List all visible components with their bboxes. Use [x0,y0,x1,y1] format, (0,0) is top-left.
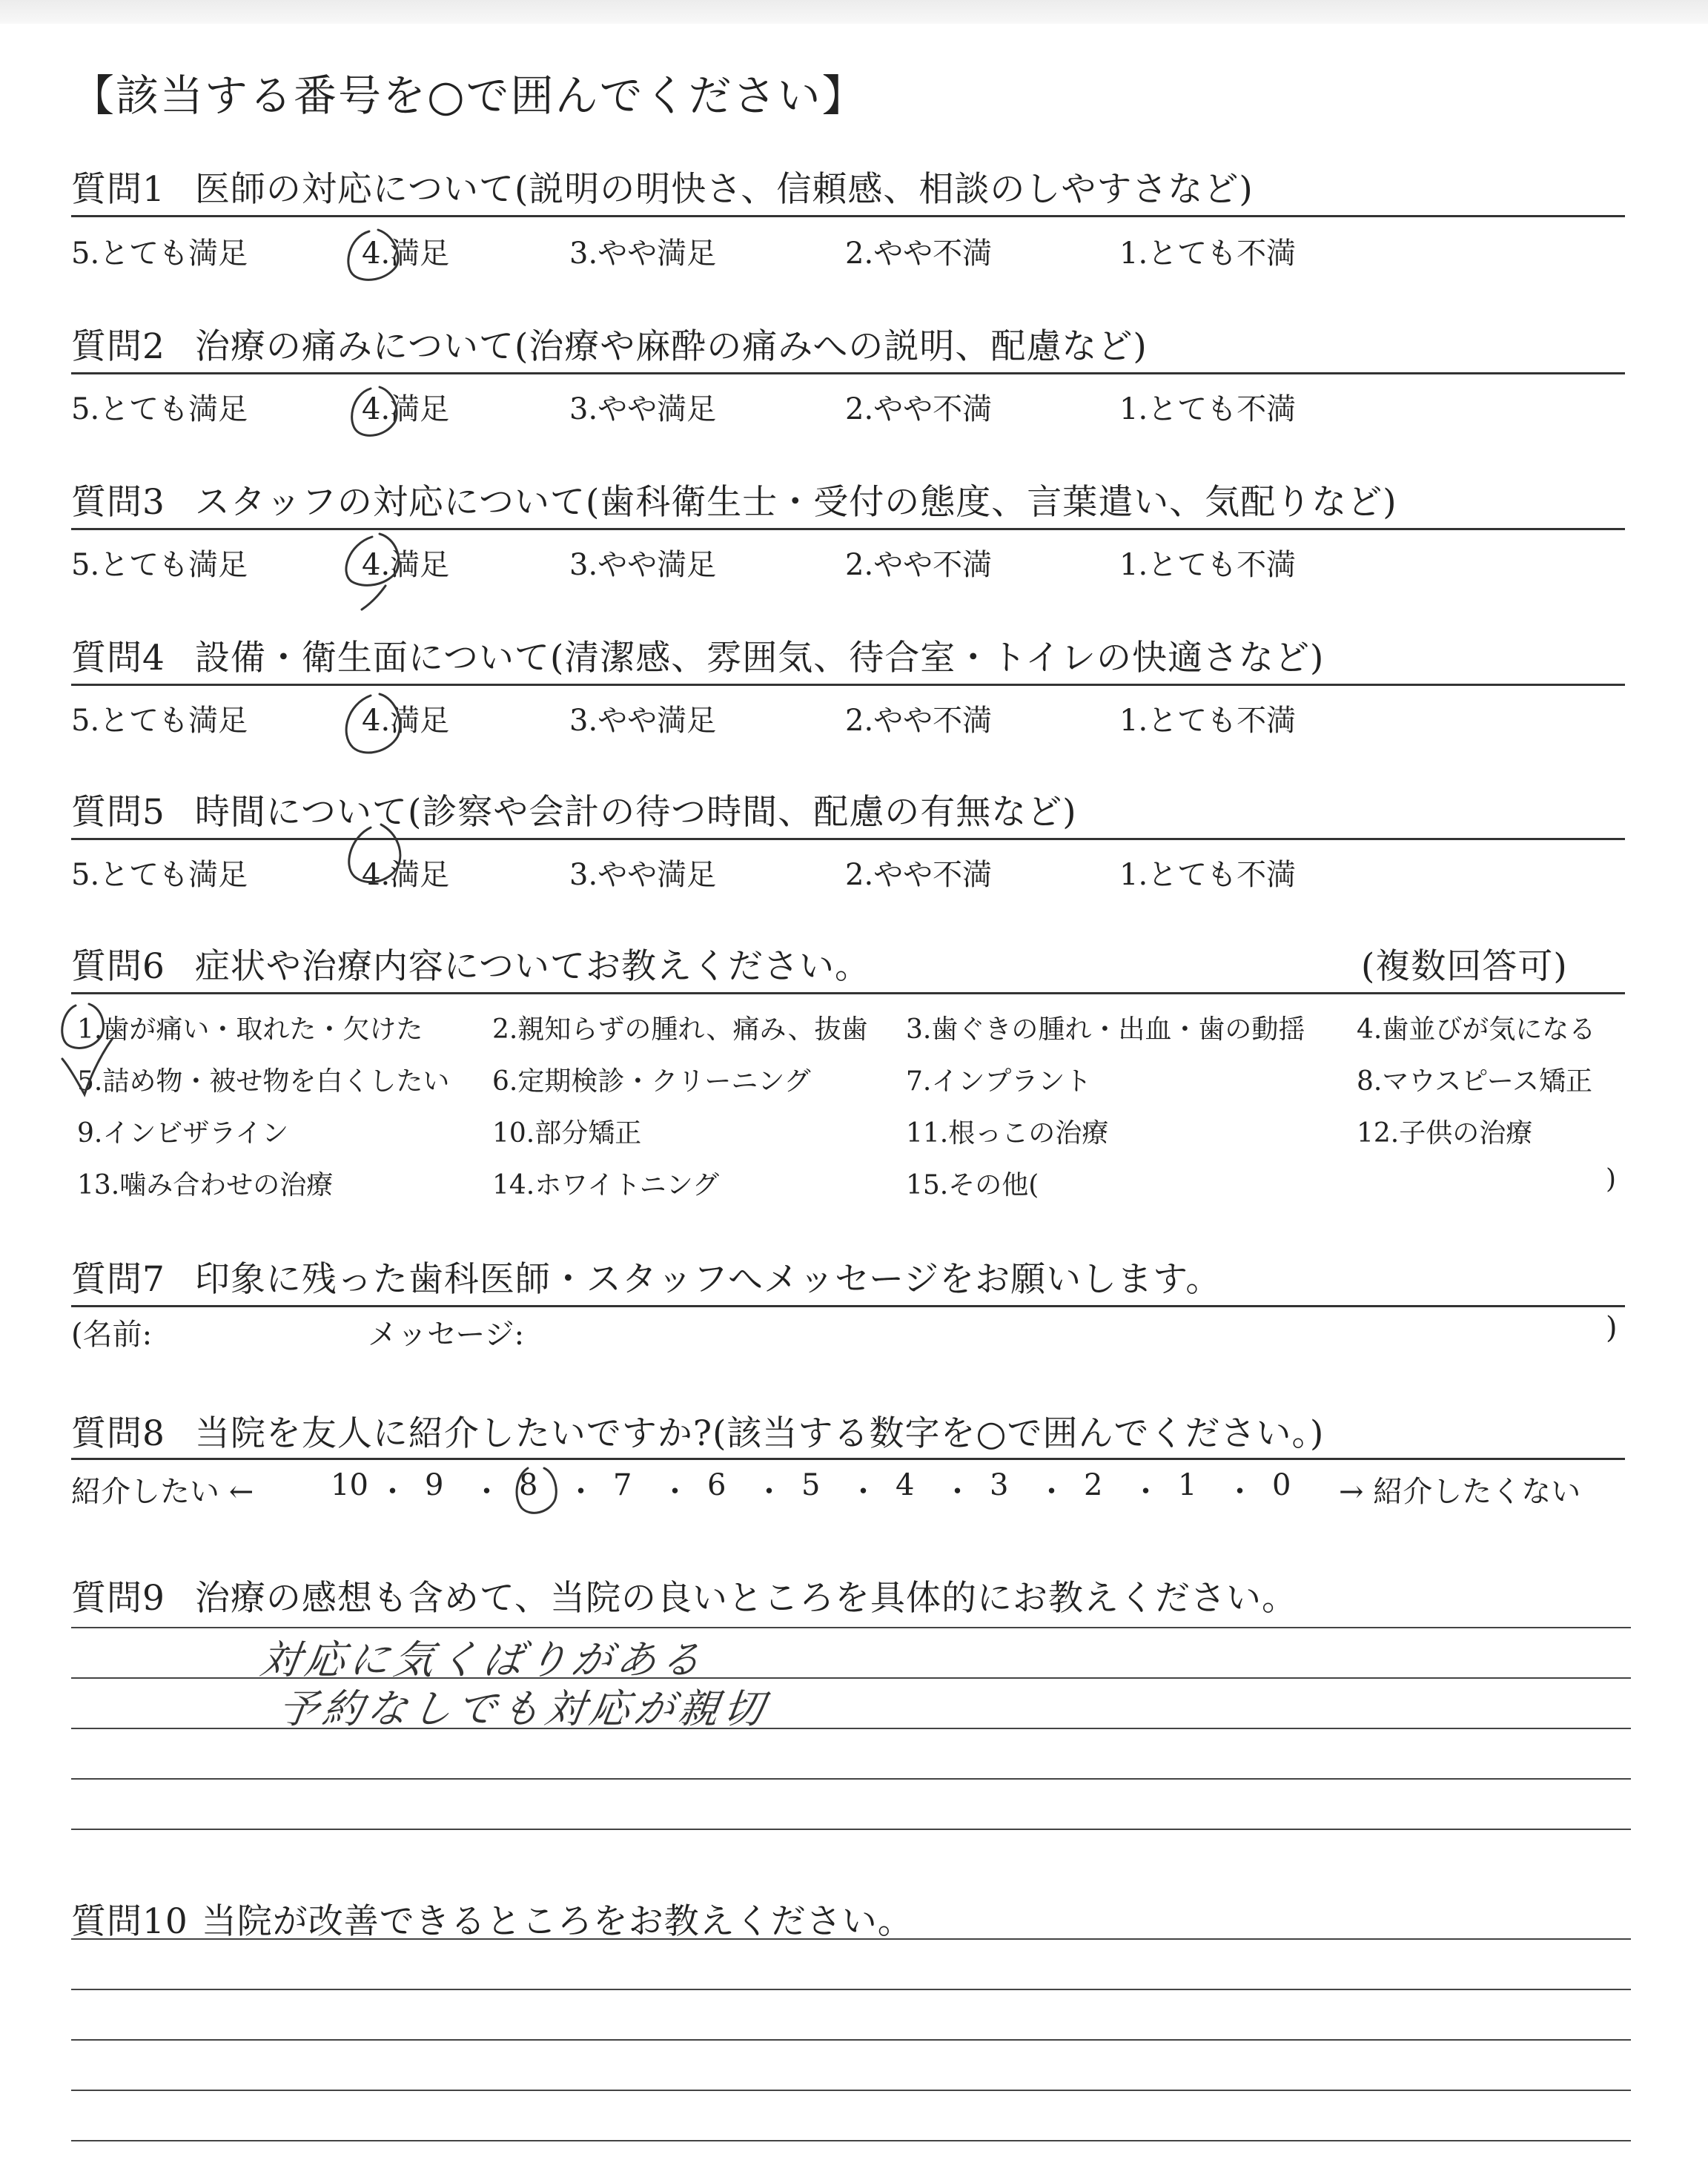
question-10-label: 質問10 [71,1901,188,1942]
question-4-rule [71,684,1625,686]
question-2-label: 質問2 [71,326,165,367]
q2-option-4[interactable]: 4.満足 [362,392,450,426]
q2-option-1[interactable]: 1.とても不満 [1119,392,1297,426]
scale-separator: ・ [848,1475,878,1509]
q6-option-1[interactable]: 1.歯が痛い・取れた・欠けた [77,1014,423,1045]
scale-value-8[interactable]: 8 [519,1468,538,1502]
q6-option-10[interactable]: 10.部分矯正 [492,1118,642,1149]
question-5 [71,785,1077,834]
question-6-note: (複数回答可) [1361,946,1568,987]
q5-option-1[interactable]: 1.とても不満 [1119,858,1297,892]
scale-separator: ・ [471,1475,502,1509]
question-10-title: 当院が改善できるところをお教えください。 [201,1901,913,1942]
question-3 [71,475,1397,524]
q3-option-2[interactable]: 2.やや不満 [845,548,993,582]
q5-option-2[interactable]: 2.やや不満 [845,858,993,892]
q10-writing-line [71,1938,1631,1940]
q6-option-4[interactable]: 4.歯並びが気になる [1357,1014,1596,1045]
question-7-label: 質問7 [71,1259,165,1300]
scale-value-3[interactable]: 3 [990,1468,1009,1502]
q4-option-5[interactable]: 5.とても満足 [71,704,248,738]
question-9-title: 治療の感想も含めて、当院の良いところを具体的にお教えください。 [194,1578,1297,1619]
scale-separator: ・ [754,1475,784,1509]
scale-value-4[interactable]: 4 [896,1468,915,1502]
question-6-rule [71,992,1625,994]
q10-writing-line [71,2140,1631,2141]
scale-separator: ・ [1036,1475,1067,1509]
q10-writing-line [71,2090,1631,2091]
q2-option-2[interactable]: 2.やや不満 [845,392,993,426]
q6-option-2[interactable]: 2.親知らずの腫れ、痛み、抜歯 [492,1014,868,1045]
q6-option-11[interactable]: 11.根っこの治療 [906,1118,1109,1149]
q1-option-5[interactable]: 5.とても満足 [71,237,248,271]
scale-value-6[interactable]: 6 [707,1468,726,1502]
q6-option-14[interactable]: 14.ホワイトニング [492,1170,720,1200]
instruction-heading: 【該当する番号を○で囲んでください】 [71,70,867,121]
question-4 [71,630,1324,680]
scale-value-0[interactable]: 0 [1272,1468,1291,1502]
question-2 [71,319,1148,369]
recommend-left-label: 紹介したい ← [71,1475,254,1509]
question-1 [71,162,1254,211]
q6-option-13[interactable]: 13.噛み合わせの治療 [77,1170,334,1200]
scale-value-1[interactable]: 1 [1178,1468,1197,1502]
message-field-label[interactable]: メッセージ: [368,1318,525,1352]
q4-option-1[interactable]: 1.とても不満 [1119,704,1297,738]
question-2-title: 治療の痛みについて(治療や麻酔の痛みへの説明、配慮など) [194,326,1148,367]
q5-option-4[interactable]: 4.満足 [362,858,450,892]
q9-writing-line [71,1829,1631,1830]
q9-answer-line-1[interactable]: 対応に気くばりがある [257,1636,709,1683]
question-10 [71,1894,913,1943]
name-field-label[interactable]: (名前: [71,1318,153,1352]
question-2-rule [71,372,1625,374]
recommend-right-label: → 紹介したくない [1339,1475,1581,1509]
q6-option-9[interactable]: 9.インビザライン [77,1118,289,1149]
question-8-label: 質問8 [71,1413,165,1454]
question-1-rule [71,215,1625,217]
q3-option-1[interactable]: 1.とても不満 [1119,548,1297,582]
question-7-rule [71,1305,1625,1307]
q6-option-3[interactable]: 3.歯ぐきの腫れ・出血・歯の動揺 [906,1014,1305,1045]
scale-value-9[interactable]: 9 [425,1468,444,1502]
q1-option-3[interactable]: 3.やや満足 [569,237,717,271]
q5-option-3[interactable]: 3.やや満足 [569,858,717,892]
scale-separator: ・ [1225,1475,1255,1509]
q3-option-4[interactable]: 4.満足 [362,548,450,582]
q10-writing-line [71,2039,1631,2041]
q1-option-2[interactable]: 2.やや不満 [845,237,993,271]
question-8-title: 当院を友人に紹介したいですか?(該当する数字を○で囲んでください。) [194,1413,1325,1454]
scale-separator: ・ [377,1475,408,1509]
q6-option-12[interactable]: 12.子供の治療 [1357,1118,1533,1149]
q1-option-4[interactable]: 4.満足 [362,237,450,271]
question-8-rule [71,1458,1625,1460]
question-3-rule [71,528,1625,530]
q3-option-5[interactable]: 5.とても満足 [71,548,248,582]
question-9-label: 質問9 [71,1578,165,1619]
question-7-title: 印象に残った歯科医師・スタッフへメッセージをお願いします。 [194,1259,1222,1300]
question-4-label: 質問4 [71,638,165,678]
question-1-label: 質問1 [71,169,165,210]
q6-option-15-close: ) [1606,1164,1617,1195]
question-1-title: 医師の対応について(説明の明快さ、信頼感、相談のしやすさなど) [194,169,1254,210]
q6-option-6[interactable]: 6.定期検診・クリーニング [492,1066,811,1097]
question-6-label: 質問6 [71,946,165,987]
question-6 [71,939,870,988]
scale-value-10[interactable]: 10 [331,1468,368,1502]
question-5-title: 時間について(診察や会計の待つ時間、配慮の有無など) [194,792,1077,833]
q10-writing-line [71,1989,1631,1990]
q6-option-5[interactable]: 5.詰め物・被せ物を白くしたい [77,1066,450,1097]
scale-separator: ・ [660,1475,690,1509]
scale-separator: ・ [1131,1475,1161,1509]
q1-option-1[interactable]: 1.とても不満 [1119,237,1297,271]
q9-writing-line [71,1778,1631,1780]
question-4-title: 設備・衛生面について(清潔感、雰囲気、待合室・トイレの快適さなど) [194,638,1325,678]
q9-answer-line-2[interactable]: 予約なしでも対応が親切 [275,1685,771,1732]
q6-option-8[interactable]: 8.マウスピース矯正 [1357,1066,1593,1097]
q2-option-3[interactable]: 3.やや満足 [569,392,717,426]
question-8 [71,1406,1324,1456]
question-5-label: 質問5 [71,792,165,833]
question-3-label: 質問3 [71,482,165,523]
question-6-title: 症状や治療内容についてお教えください。 [194,946,870,987]
q4-option-3[interactable]: 3.やや満足 [569,704,717,738]
question-9 [71,1571,1297,1620]
scale-separator: ・ [942,1475,973,1509]
q3-option-3[interactable]: 3.やや満足 [569,548,717,582]
scale-value-2[interactable]: 2 [1084,1468,1103,1502]
scale-value-7[interactable]: 7 [613,1468,632,1502]
question-5-rule [71,838,1625,840]
question-3-title: スタッフの対応について(歯科衛生士・受付の態度、言葉遣い、気配りなど) [194,482,1397,523]
q6-option-15[interactable]: 15.その他( [906,1170,1039,1200]
q5-option-5[interactable]: 5.とても満足 [71,858,248,892]
message-field-close: ) [1606,1311,1618,1345]
scale-separator: ・ [566,1475,596,1509]
q2-option-5[interactable]: 5.とても満足 [71,392,248,426]
q4-option-4[interactable]: 4.満足 [362,704,450,738]
scale-value-5[interactable]: 5 [801,1468,821,1502]
question-7 [71,1252,1221,1301]
q6-option-7[interactable]: 7.インプラント [906,1066,1092,1097]
scan-top-edge [0,0,1708,24]
q4-option-2[interactable]: 2.やや不満 [845,704,993,738]
